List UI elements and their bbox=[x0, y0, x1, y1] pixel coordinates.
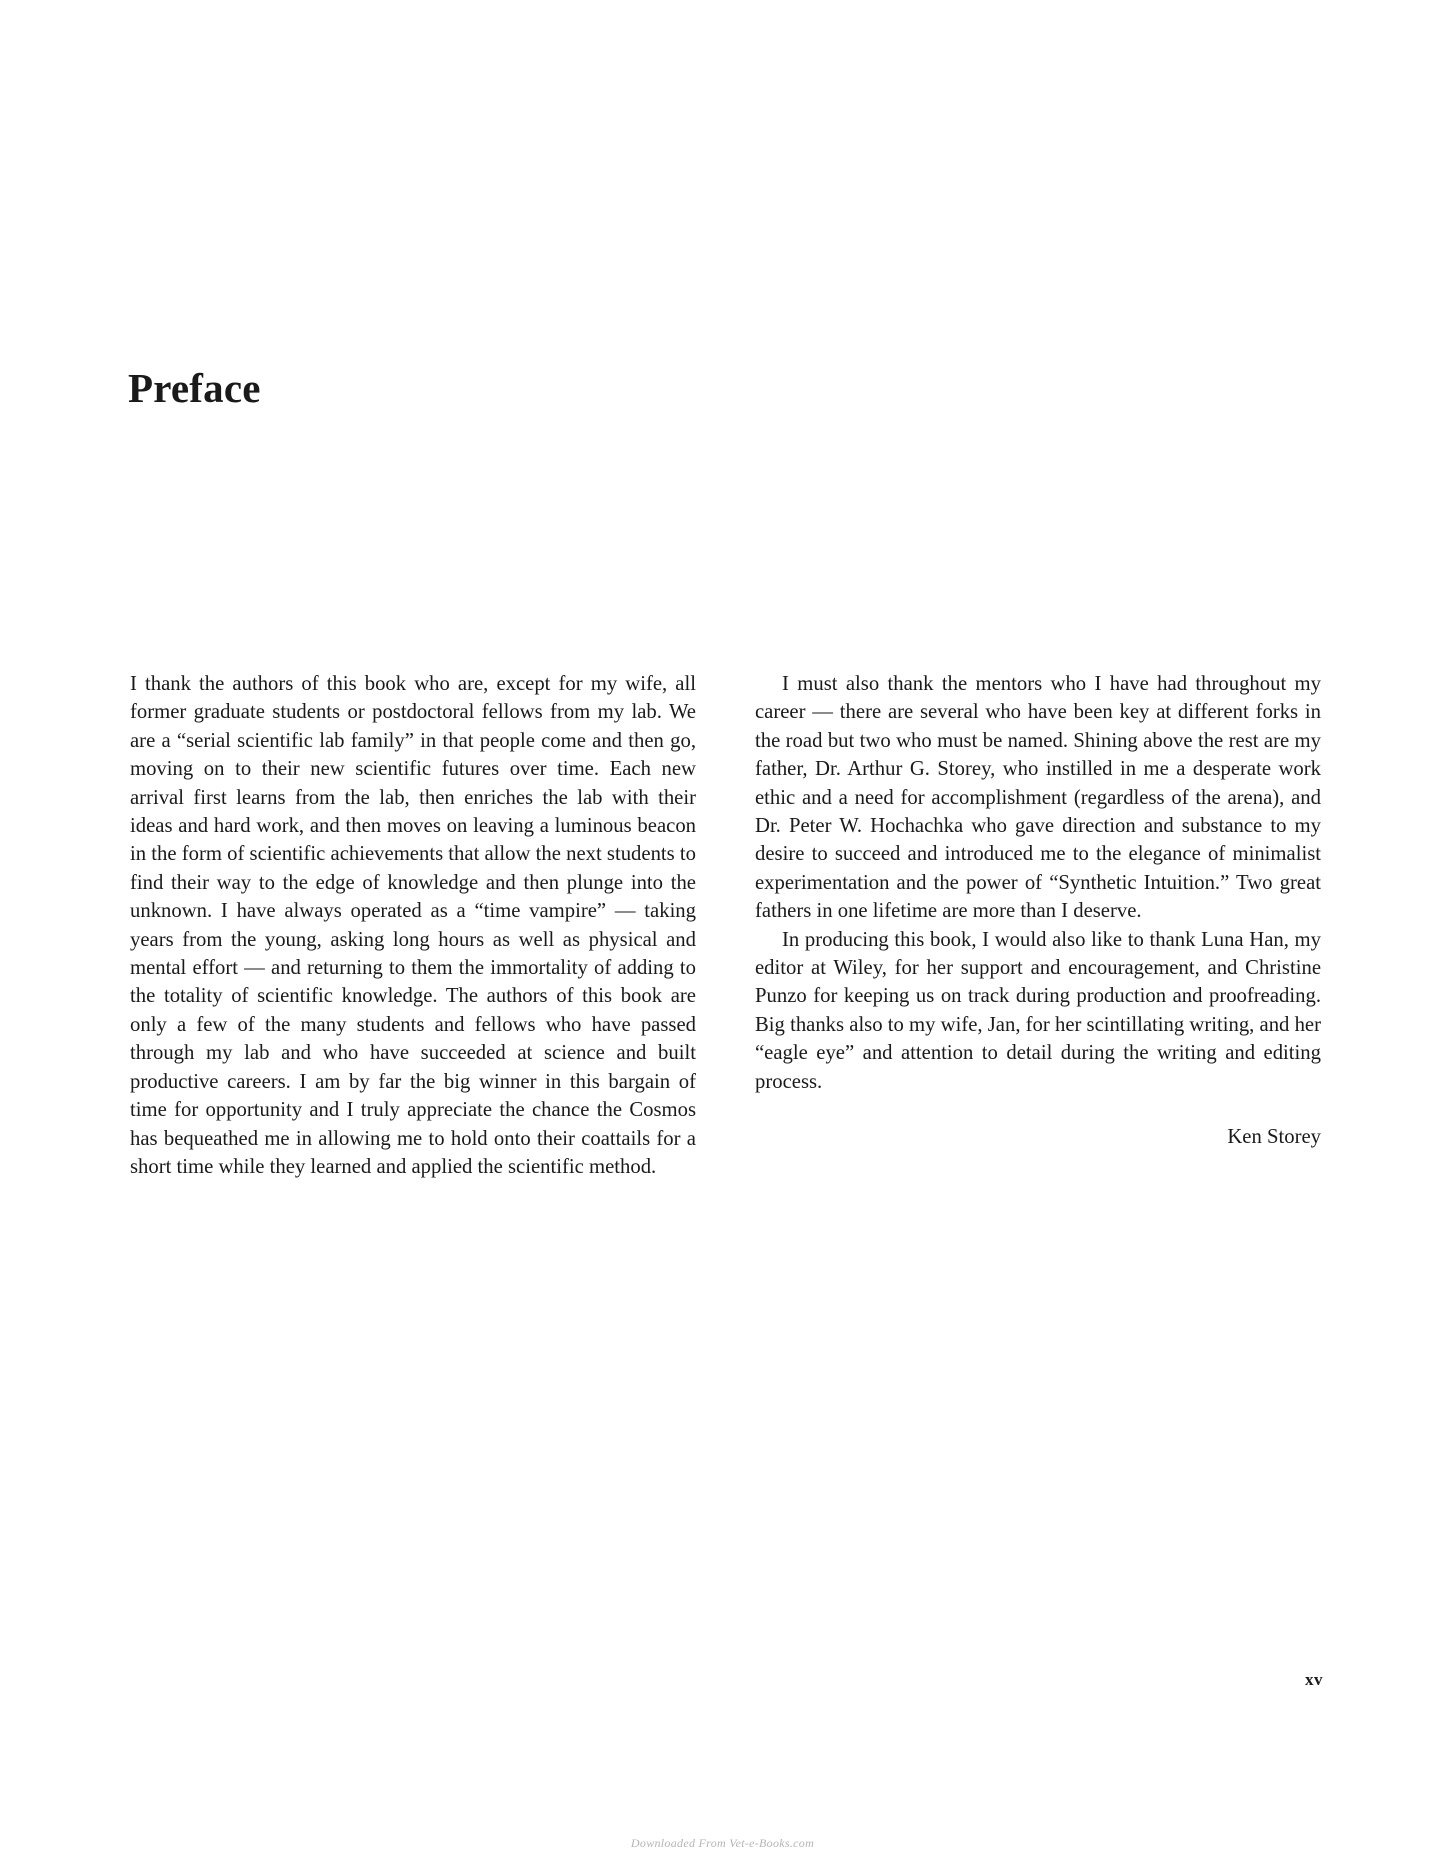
preface-right-column bbox=[755, 670, 1321, 1152]
download-watermark: Downloaded From Vet-e-Books.com bbox=[630, 1836, 815, 1850]
preface-paragraph-2: I must also thank the mentors who I have had throughout my career — there are several who have been key at different forks in the road but two who must be named. Shining above the rest are my father, Dr. Arthur G. Storey, who instilled in me a desperate work ethic and a need for accomplishment (regardless of the arena), and Dr. Peter W. Hochachka who gave direction and substance to my desire to succeed and introduced me to the elegance of minimalist experimentation and the power of “Synthetic Intuition.” Two great fathers in one lifetime are more than I deserve. bbox=[755, 673, 1321, 923]
page-title: Preface bbox=[128, 365, 261, 411]
page-number: xv bbox=[1305, 1670, 1323, 1689]
author-signature: Ken Storey bbox=[1227, 1126, 1321, 1149]
preface-paragraph-1: I thank the authors of this book who are, except for my wife, all former graduate students or postdoctoral fellows from my lab. We are a “serial scientific lab family” in that people come and then go, moving on to their new scientific futures over time. Each new arrival first learns from the lab, then enriches the lab with their ideas and hard work, and then moves on leaving a luminous beacon in the form of scientific achievements that allow the next students to find their way to the edge of knowledge and then plunge into the unknown. I have always operated as a “time vampire” — taking years from the young, asking long hours as well as physical and mental effort — and returning to them the immortality of adding to the totality of scientific knowledge. The authors of this book are only a few of the many students and fellows who have passed through my lab and who have succeeded at science and built productive careers. I am by far the big winner in this bargain of time for opportunity and I truly appreciate the chance the Cosmos has bequeathed me in allowing me to hold onto their coattails for a short time while they learned and applied the scientific method. bbox=[130, 673, 696, 1178]
preface-paragraph-3: In producing this book, I would also like to thank Luna Han, my editor at Wiley, for her support and encouragement, and Christine Punzo for keeping us on track during production and proofreading. Big thanks also to my wife, Jan, for her scintillating writing, and her “eagle eye” and attention to detail during the writing and editing process. bbox=[755, 928, 1321, 1093]
preface-left-column bbox=[130, 670, 696, 1181]
